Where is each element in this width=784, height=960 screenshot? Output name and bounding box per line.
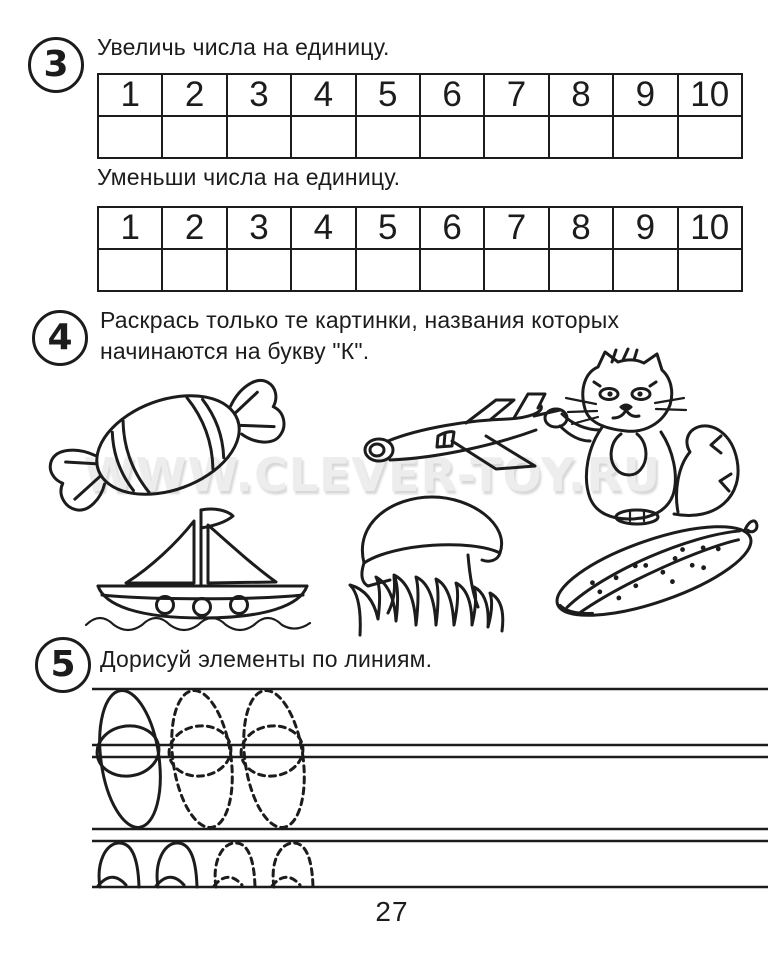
- number-cell: 7: [484, 207, 548, 249]
- answer-cell: [420, 116, 484, 158]
- solid-oval-element: [92, 687, 169, 832]
- number-row: [98, 74, 742, 116]
- number-row: [98, 207, 742, 249]
- dashed-oval-element: [236, 687, 313, 832]
- number-cell: 4: [291, 74, 355, 116]
- task4-instruction-line1: Раскрась только те картинки, названия которых: [100, 307, 620, 333]
- number-cell: 5: [356, 74, 420, 116]
- answer-cell: [162, 249, 226, 291]
- number-cell: 3: [227, 74, 291, 116]
- number-cell: 10: [678, 74, 742, 116]
- answer-cell: [613, 249, 677, 291]
- cat-picture: [524, 346, 766, 528]
- solid-arch-element: [98, 843, 139, 887]
- dashed-arch-element: [272, 843, 313, 887]
- numbers-table-increase: [97, 73, 743, 159]
- numbers-table-decrease: [97, 206, 743, 292]
- answer-cell: [678, 116, 742, 158]
- number-cell: 3: [227, 207, 291, 249]
- number-cell: 1: [98, 207, 162, 249]
- number-cell: 7: [484, 74, 548, 116]
- answer-cell: [484, 116, 548, 158]
- number-cell: 6: [420, 74, 484, 116]
- task5-instruction: Дорисуй элементы по линиям.: [100, 646, 433, 672]
- task3-instruction-increase: Увеличь числа на единицу.: [97, 34, 390, 60]
- answer-cell: [291, 116, 355, 158]
- writing-practice-area: [88, 682, 772, 901]
- sailboat-picture: [80, 498, 326, 634]
- task5-badge: 5: [35, 637, 91, 693]
- dashed-arch-element: [214, 843, 255, 887]
- task4-badge: 4: [32, 310, 88, 366]
- task3-instruction-decrease: Уменьши числа на единицу.: [97, 164, 401, 190]
- cucumber-picture: [538, 503, 770, 639]
- task3-badge: 3: [28, 37, 84, 93]
- answer-cell: [356, 249, 420, 291]
- number-cell: 2: [162, 207, 226, 249]
- answer-cell: [227, 116, 291, 158]
- mushroom-picture: [332, 487, 534, 637]
- answer-cell: [678, 249, 742, 291]
- answer-cell: [549, 116, 613, 158]
- number-cell: 5: [356, 207, 420, 249]
- answer-cell: [549, 249, 613, 291]
- number-cell: 1: [98, 74, 162, 116]
- number-cell: 2: [162, 74, 226, 116]
- dashed-oval-element: [164, 687, 241, 832]
- answer-cell: [420, 249, 484, 291]
- answer-cell: [291, 249, 355, 291]
- number-cell: 9: [613, 207, 677, 249]
- page-number: 27: [375, 896, 409, 927]
- number-cell: 9: [613, 74, 677, 116]
- number-cell: 6: [420, 207, 484, 249]
- answer-cell: [484, 249, 548, 291]
- answer-row: [98, 249, 742, 291]
- answer-row: [98, 116, 742, 158]
- number-cell: 8: [549, 74, 613, 116]
- number-cell: 10: [678, 207, 742, 249]
- answer-cell: [227, 249, 291, 291]
- task4-instruction-line2: начинаются на букву "К".: [100, 338, 370, 364]
- answer-cell: [98, 116, 162, 158]
- watermark: WWW.CLEVER-TOY.RU: [84, 448, 661, 502]
- number-cell: 4: [291, 207, 355, 249]
- number-cell: 8: [549, 207, 613, 249]
- answer-cell: [98, 249, 162, 291]
- answer-cell: [162, 116, 226, 158]
- answer-cell: [613, 116, 677, 158]
- solid-arch-element: [156, 843, 197, 887]
- answer-cell: [356, 116, 420, 158]
